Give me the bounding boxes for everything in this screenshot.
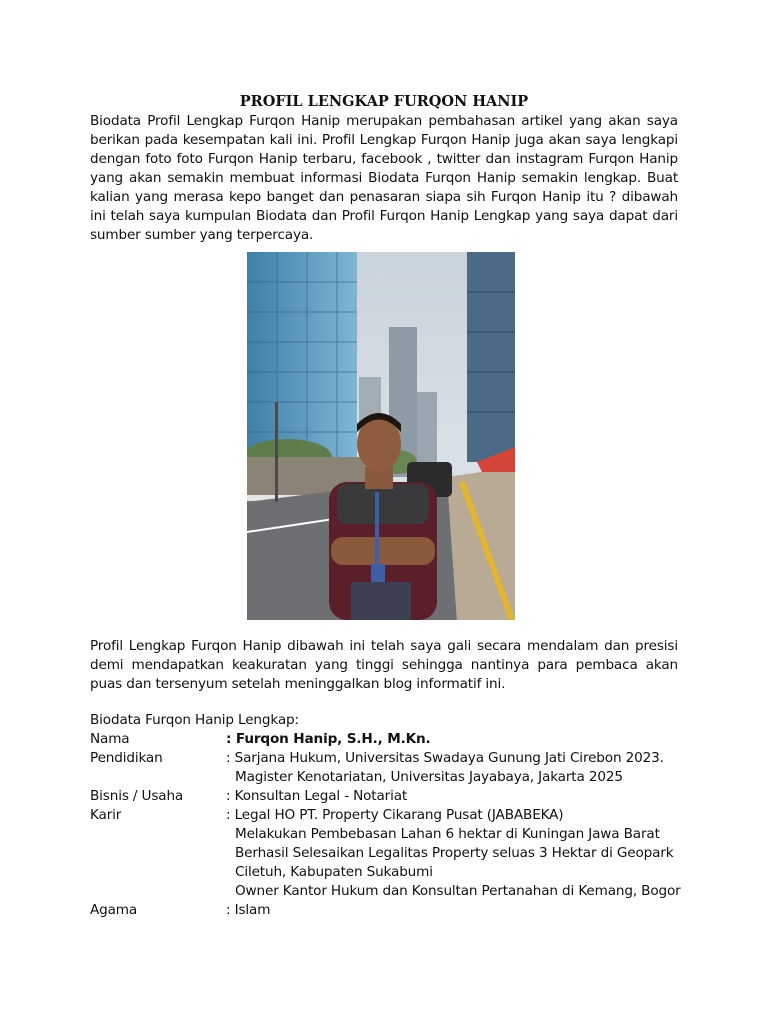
pendidikan-value-2: Magister Kenotariatan, Universitas Jayabaya, Jakarta 2025 bbox=[235, 769, 623, 785]
profile-photo bbox=[247, 252, 515, 620]
karir-value-3: Berhasil Selesaikan Legalitas Property seluas 3 Hektar di Geopark bbox=[235, 845, 674, 861]
biodata-row-pendidikan bbox=[90, 749, 690, 787]
biodata-heading: Biodata Furqon Hanip Lengkap: bbox=[90, 712, 299, 728]
second-paragraph: Profil Lengkap Furqon Hanip dibawah ini telah saya gali secara mendalam dan presisi demi mendapatkan keakuratan yang tinggi sehingga nantinya para pembaca akan puas dan tersenyum setelah meninggalkan blog informatif ini. bbox=[90, 638, 678, 692]
karir-value-1: : Legal HO PT. Property Cikarang Pusat (JABABEKA) bbox=[226, 807, 564, 823]
bisnis-value: : Konsultan Legal - Notariat bbox=[226, 788, 408, 804]
biodata-row-bisnis bbox=[90, 787, 690, 806]
biodata-section bbox=[90, 711, 690, 920]
karir-label: Karir bbox=[90, 807, 122, 823]
biodata-row-nama bbox=[90, 730, 690, 749]
karir-value-4: Ciletuh, Kabupaten Sukabumi bbox=[235, 864, 433, 880]
document-title: PROFIL LENGKAP FURQON HANIP bbox=[239, 93, 529, 110]
pendidikan-label: Pendidikan bbox=[90, 750, 163, 766]
agama-value: : Islam bbox=[226, 902, 271, 918]
agama-label: Agama bbox=[90, 902, 138, 918]
pendidikan-value-1: : Sarjana Hukum, Universitas Swadaya Gunung Jati Cirebon 2023. bbox=[226, 750, 664, 766]
intro-paragraph: Biodata Profil Lengkap Furqon Hanip merupakan pembahasan artikel yang akan saya berikan pada kesempatan kali ini. Profil Lengkap Furqon Hanip juga akan saya lengkapi dengan foto foto Furqon Hanip terbaru, facebook , twitter dan instagram Furqon Hanip yang akan semakin membuat informasi Biodata Furqon Hanip semakin lengkap. Buat kalian yang merasa kepo banget dan penasaran siapa sih Furqon Hanip itu ? dibawah ini telah saya kumpulan Biodata dan Profil Furqon Hanip Lengkap yang saya dapat dari sumber sumber yang terpercaya. bbox=[90, 113, 678, 243]
nama-label: Nama bbox=[90, 731, 130, 747]
biodata-row-karir bbox=[90, 806, 690, 901]
document-body bbox=[90, 92, 678, 245]
biodata-row-agama bbox=[90, 901, 690, 920]
bisnis-label: Bisnis / Usaha bbox=[90, 788, 184, 804]
karir-value-2: Melakukan Pembebasan Lahan 6 hektar di Kuningan Jawa Barat bbox=[235, 826, 660, 842]
nama-value: : Furqon Hanip, S.H., M.Kn. bbox=[226, 731, 431, 747]
karir-value-5: Owner Kantor Hukum dan Konsultan Pertanahan di Kemang, Bogor bbox=[235, 883, 681, 899]
